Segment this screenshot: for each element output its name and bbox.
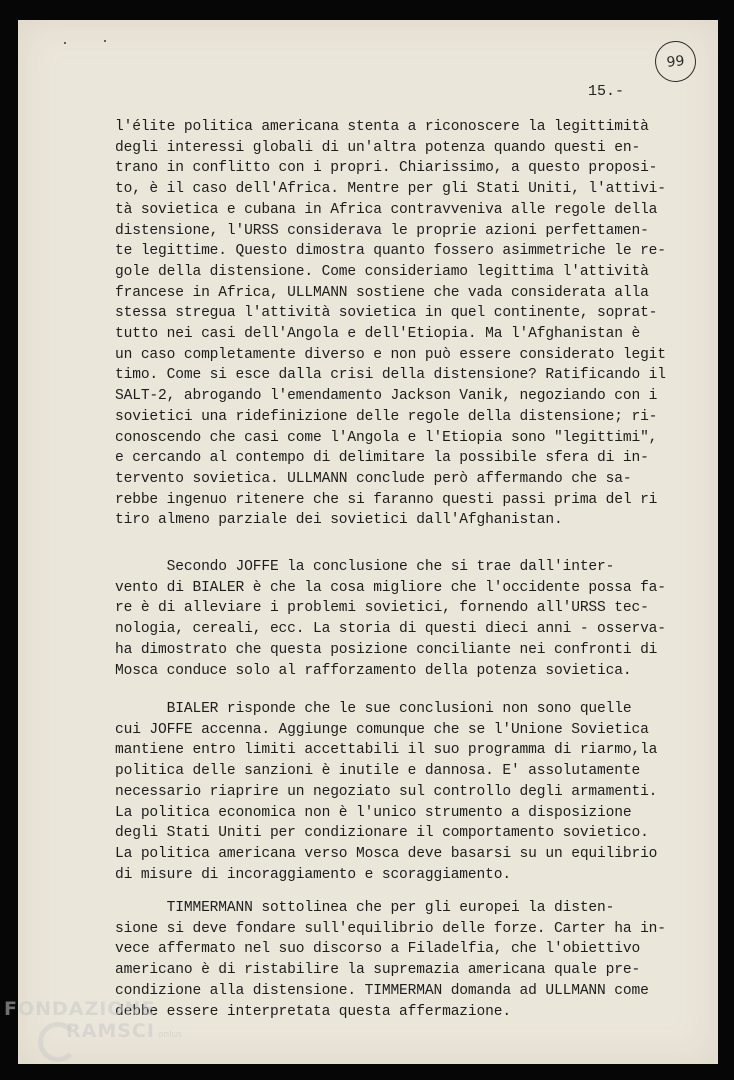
text-line: tiro almeno parziale dei sovietici dall'Afghanistan. [115, 512, 563, 529]
text-line: debbe essere interpretata questa affermazione. [115, 1003, 511, 1020]
paragraph-1 [115, 117, 675, 531]
text-line: vento di BIALER è che la cosa migliore che l'occidente possa fa- [115, 579, 666, 596]
text-line: politica delle sanzioni è inutile e dannosa. E' assolutamente [115, 763, 641, 780]
fondazione-gramsci-watermark [4, 998, 182, 1042]
text-line: timo. Come si esce dalla crisi della distensione? Ratificando il [115, 367, 666, 384]
paper-speck [104, 40, 106, 42]
text-line: degli interessi globali di un'altra potenza quando questi en- [115, 139, 641, 156]
text-line: stessa stregua l'attività sovietica in quel continente, soprat- [115, 305, 658, 322]
text-line: e cercando al contempo di delimitare la possibile sfera di in- [115, 450, 649, 467]
text-line: TIMMERMANN sottolinea che per gli europei la disten- [115, 900, 615, 916]
watermark-line1: FONDAZIONE [4, 998, 156, 1020]
text-line: vece affermato nel suo discorso a Filadelfia, che l'obiettivo [115, 941, 641, 958]
text-line: mantiene entro limiti accettabili il suo programma di riarmo,la [115, 742, 658, 759]
text-line: La politica americana verso Mosca deve basarsi su un equilibrio [115, 845, 658, 862]
text-line: sione si deve fondare sull'equilibrio delle forze. Carter ha in- [115, 920, 666, 937]
text-line: americano è di ristabilire la supremazia americana quale pre- [115, 962, 641, 979]
archive-number: 99 [665, 52, 686, 71]
text-line: necessario riaprire un negoziato sul controllo degli armamenti. [115, 783, 658, 800]
text-line: gole della distensione. Come consideriamo legittima l'attività [115, 263, 649, 280]
text-line: BIALER risponde che le sue conclusioni non sono quelle [115, 701, 632, 717]
text-line: Mosca conduce solo al rafforzamento della potenza sovietica. [115, 662, 632, 679]
page-number: 15.- [588, 83, 625, 100]
text-line: francese in Africa, ULLMANN sostiene che vada considerata alla [115, 284, 649, 301]
text-line: Secondo JOFFE la conclusione che si trae dall'inter- [115, 559, 615, 575]
paper-speck [64, 42, 66, 44]
archive-page-stamp [653, 39, 698, 84]
text-line: tervento sovietica. ULLMANN conclude però affermando che sa- [115, 470, 632, 487]
text-line: nologia, cereali, ecc. La storia di questi dieci anni - osserva- [115, 621, 666, 638]
paragraph-4 [115, 898, 675, 1022]
text-line: SALT-2, abrogando l'emendamento Jackson Vanik, negoziando con i [115, 388, 658, 405]
watermark-line2: RAMSCI [66, 1020, 155, 1042]
paragraph-2 [115, 557, 675, 681]
text-line: degli Stati Uniti per condizionare il comportamento sovietico. [115, 825, 649, 842]
text-line: distensione, l'URSS considerava le proprie azioni perfettamen- [115, 222, 649, 239]
typewritten-page [18, 20, 718, 1064]
text-line: re è di alleviare i problemi sovietici, fornendo all'URSS tec- [115, 600, 649, 617]
text-line: di misure di incoraggiamento e scoraggiamento. [115, 866, 511, 883]
text-line: condizione alla distensione. TIMMERMAN domanda ad ULLMANN come [115, 982, 649, 999]
text-line: sovietici una ridefinizione delle regole della distensione; ri- [115, 408, 658, 425]
text-line: ha dimostrato che questa posizione conciliante nei confronti di [115, 641, 658, 658]
text-line: tà sovietica e cubana in Africa contravveniva alle regole della [115, 201, 658, 218]
watermark-suffix: onlus [157, 1030, 183, 1040]
text-line: trano in conflitto con i propri. Chiarissimo, a questo proposi- [115, 160, 658, 177]
watermark-g-logo [38, 1022, 78, 1062]
text-line: La politica economica non è l'unico strumento a disposizione [115, 804, 632, 821]
text-line: cui JOFFE accenna. Aggiunge comunque che se l'Unione Sovietica [115, 721, 649, 738]
text-line: un caso completamente diverso e non può essere considerato legit [115, 346, 666, 363]
text-line: tutto nei casi dell'Angola e dell'Etiopia. Ma l'Afghanistan è [115, 326, 641, 343]
text-line: conoscendo che casi come l'Angola e l'Etiopia sono "legittimi", [115, 429, 658, 446]
text-line: te legittime. Questo dimostra quanto fossero asimmetriche le re- [115, 243, 666, 260]
text-line: rebbe ingenuo ritenere che si faranno questi passi prima del ri [115, 491, 658, 508]
text-line: l'élite politica americana stenta a riconoscere la legittimità [115, 119, 649, 135]
text-line: to, è il caso dell'Africa. Mentre per gli Stati Uniti, l'attivi- [115, 181, 666, 198]
paragraph-3 [115, 699, 675, 885]
